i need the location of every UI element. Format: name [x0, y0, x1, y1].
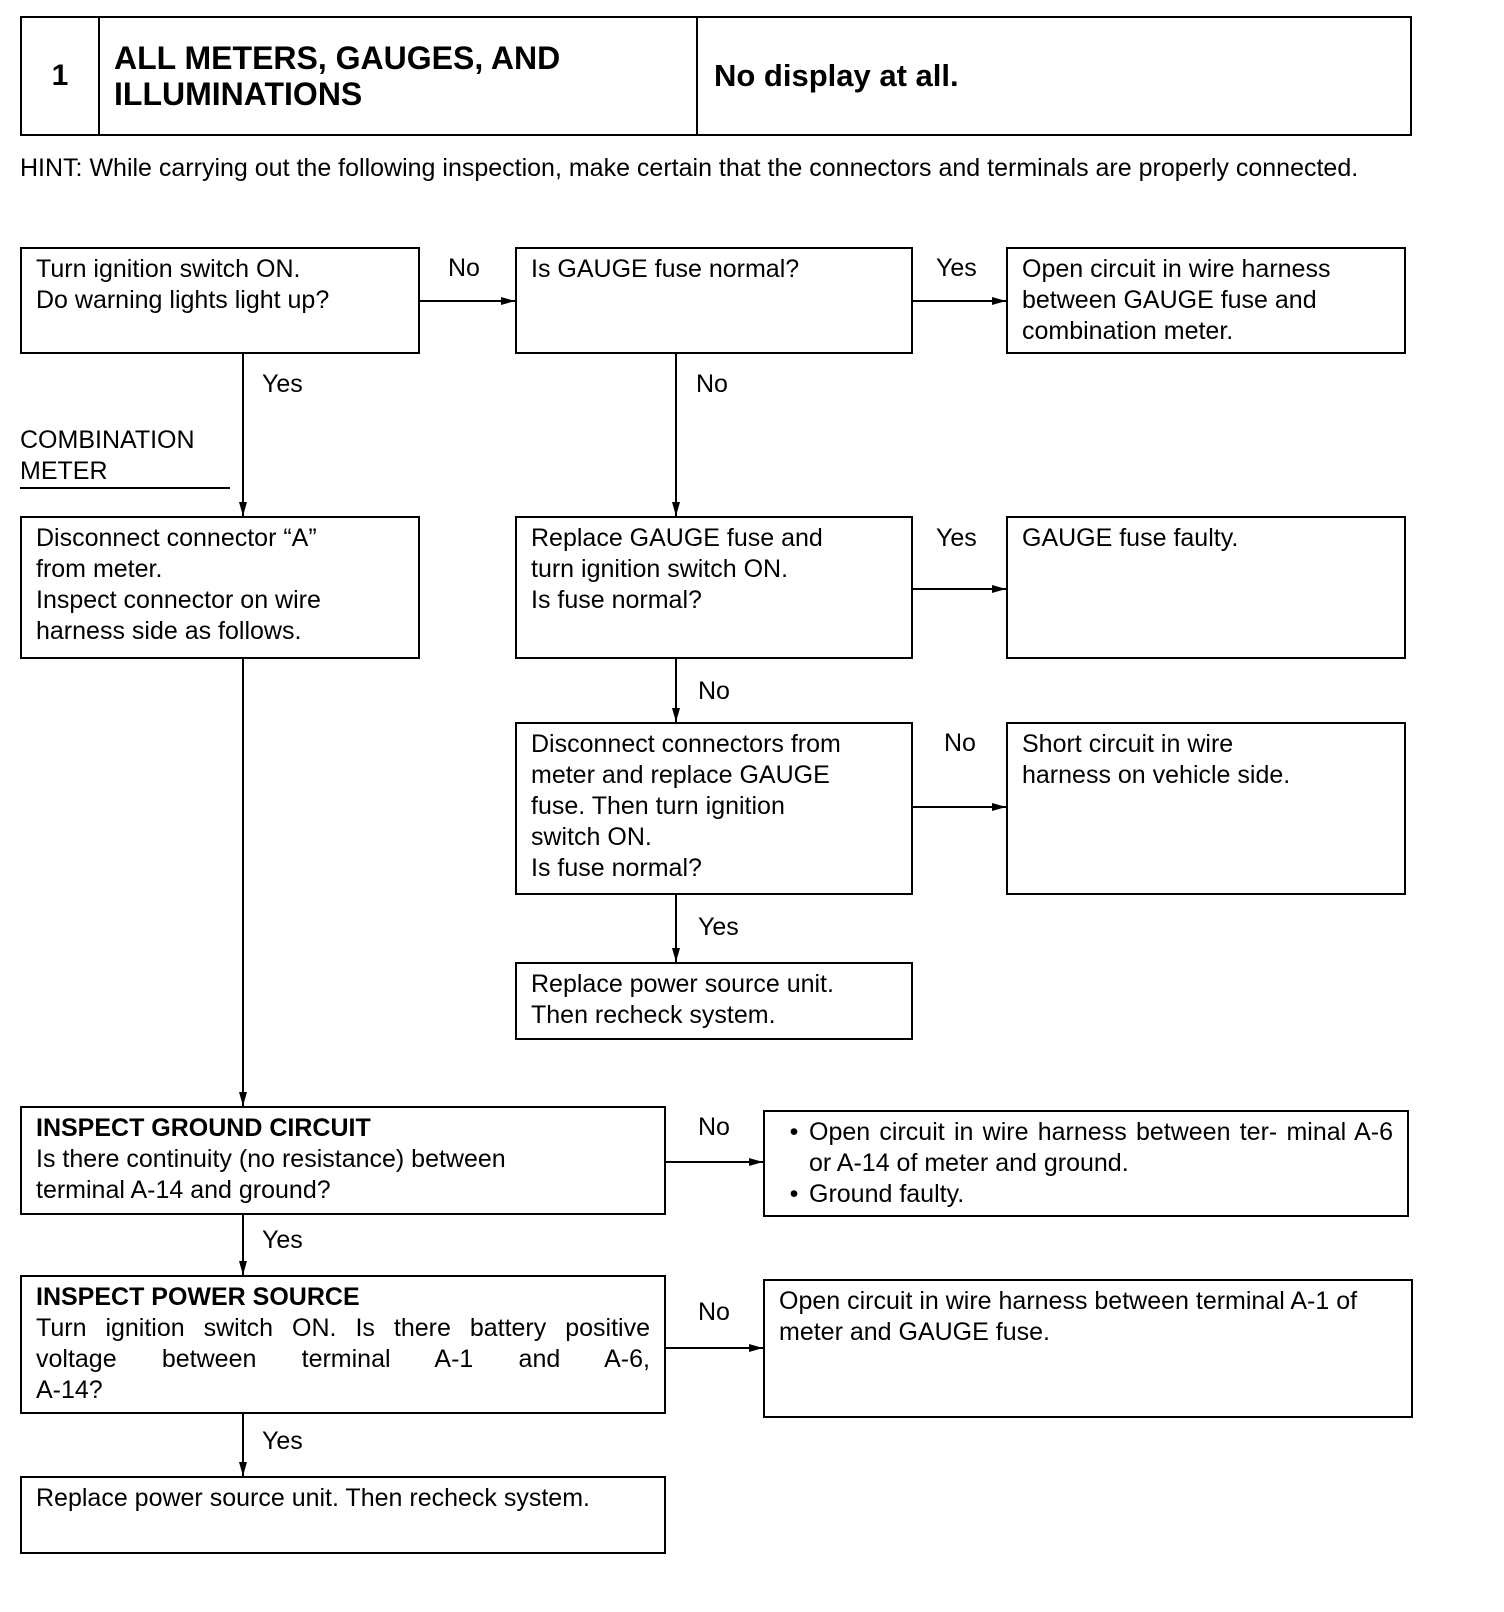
- label-no: No: [698, 677, 730, 705]
- label-yes: Yes: [262, 1226, 303, 1254]
- ground-fault-item: • Ground faulty.: [779, 1179, 1393, 1210]
- label-yes: Yes: [936, 524, 977, 552]
- label-no: No: [698, 1113, 730, 1141]
- label-no: No: [448, 254, 480, 282]
- result-open-circuit-gauge-meter: Open circuit in wire harness between GAUGE fuse and combination meter.: [1006, 247, 1406, 354]
- step-inspect-power-source: INSPECT POWER SOURCE Turn ignition switch ON. Is there battery positive voltage between terminal A-1 and A-6, A-14?: [20, 1275, 666, 1414]
- label-no: No: [944, 729, 976, 757]
- label-no: No: [698, 1298, 730, 1326]
- result-replace-power-unit: Replace power source unit. Then recheck system.: [515, 962, 913, 1040]
- step-gauge-fuse-check: Is GAUGE fuse normal?: [515, 247, 913, 354]
- label-no: No: [696, 370, 728, 398]
- result-replace-power-unit-final: Replace power source unit. Then recheck system.: [20, 1476, 666, 1554]
- step-disconnect-connector-a: Disconnect connector “A” from meter. Inspect connector on wire harness side as follows.: [20, 516, 420, 659]
- result-short-circuit: Short circuit in wire harness on vehicle side.: [1006, 722, 1406, 895]
- result-ground-fault: [763, 1110, 1409, 1217]
- step-number: 1: [22, 18, 100, 134]
- label-yes: Yes: [698, 913, 739, 941]
- step-disconnect-replace-check: Disconnect connectors from meter and replace GAUGE fuse. Then turn ignition switch ON. Is fuse normal?: [515, 722, 913, 895]
- hint-text: HINT: While carrying out the following inspection, make certain that the connectors and terminals are properly connected.: [20, 154, 1359, 182]
- ground-fault-item: • Open circuit in wire harness between ter- minal A-6 or A-14 of meter and ground.: [779, 1117, 1393, 1179]
- result-open-circuit-a1: Open circuit in wire harness between terminal A-1 of meter and GAUGE fuse.: [763, 1279, 1413, 1418]
- system-title: ALL METERS, GAUGES, AND ILLUMINATIONS: [100, 18, 698, 134]
- label-yes: Yes: [262, 1427, 303, 1455]
- section-label: COMBINATION METER: [20, 425, 230, 489]
- step-inspect-ground-circuit: INSPECT GROUND CIRCUIT Is there continuity (no resistance) between terminal A-14 and ground?: [20, 1106, 666, 1215]
- result-fuse-faulty: GAUGE fuse faulty.: [1006, 516, 1406, 659]
- label-yes: Yes: [262, 370, 303, 398]
- symptom: No display at all.: [714, 58, 959, 93]
- header-table: [20, 16, 1412, 136]
- label-yes: Yes: [936, 254, 977, 282]
- step-replace-fuse-check: Replace GAUGE fuse and turn ignition switch ON. Is fuse normal?: [515, 516, 913, 659]
- step-warning-lights: Turn ignition switch ON. Do warning lights light up?: [20, 247, 420, 354]
